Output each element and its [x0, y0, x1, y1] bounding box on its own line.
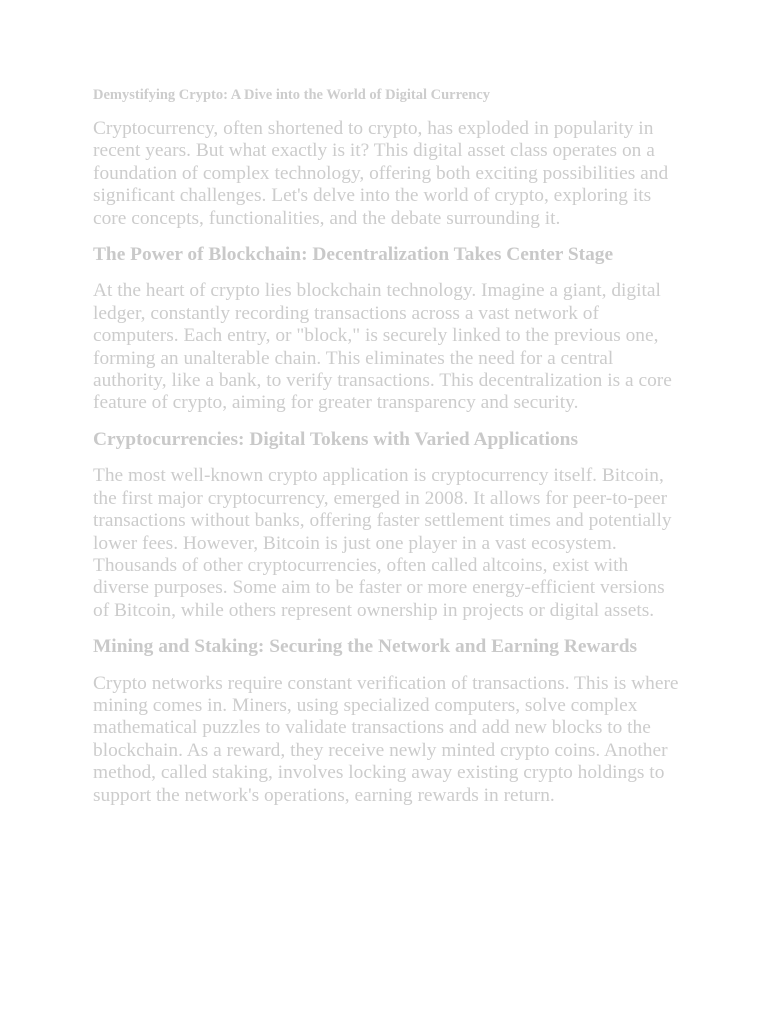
- intro-paragraph: Cryptocurrency, often shortened to crypto, has exploded in popularity in recent years. But what exactly is it? This digital asset class operates on a foundation of complex technology, offering both exciting possibilities and significant challenges. Let's delve into the world of crypto, exploring its core concepts, functionalities, and the debate surrounding it.: [93, 118, 669, 229]
- section-heading-cryptocurrencies: Cryptocurrencies: Digital Tokens with Varied Applications: [93, 428, 578, 450]
- section-heading-blockchain: The Power of Blockchain: Decentralization Takes Center Stage: [93, 244, 614, 266]
- section-body-cryptocurrencies: The most well-known crypto application is cryptocurrency itself. Bitcoin, the first major cryptocurrency, emerged in 2008. It allows for peer-to-peer transactions without banks, offering faster settlement times and potentially lower fees. However, Bitcoin is just one player in a vast ecosystem. Thousands of other cryptocurrencies, often called altcoins, exist with diverse purposes. Some aim to be faster or more energy-efficient versions of Bitcoin, while others represent ownership in projects or digital assets.: [93, 465, 672, 621]
- document-title: Demystifying Crypto: A Dive into the World of Digital Currency: [93, 87, 490, 103]
- section-body-mining-staking: Crypto networks require constant verification of transactions. This is where mining comes in. Miners, using specialized computers, solve complex mathematical puzzles to validate transactions and add new blocks to the blockchain. As a reward, they receive newly minted crypto coins. Another method, called staking, involves locking away existing crypto holdings to support the network's operations, earning rewards in return.: [93, 672, 679, 806]
- section-heading-mining-staking: Mining and Staking: Securing the Network and Earning Rewards: [93, 636, 638, 658]
- section-body-blockchain: At the heart of crypto lies blockchain technology. Imagine a giant, digital ledger, constantly recording transactions across a vast network of computers. Each entry, or "block," is securely linked to the previous one, forming an unalterable chain. This eliminates the need for a central authority, like a bank, to verify transactions. This decentralization is a core feature of crypto, aiming for greater transparency and security.: [93, 280, 672, 414]
- document-page: [93, 85, 683, 821]
